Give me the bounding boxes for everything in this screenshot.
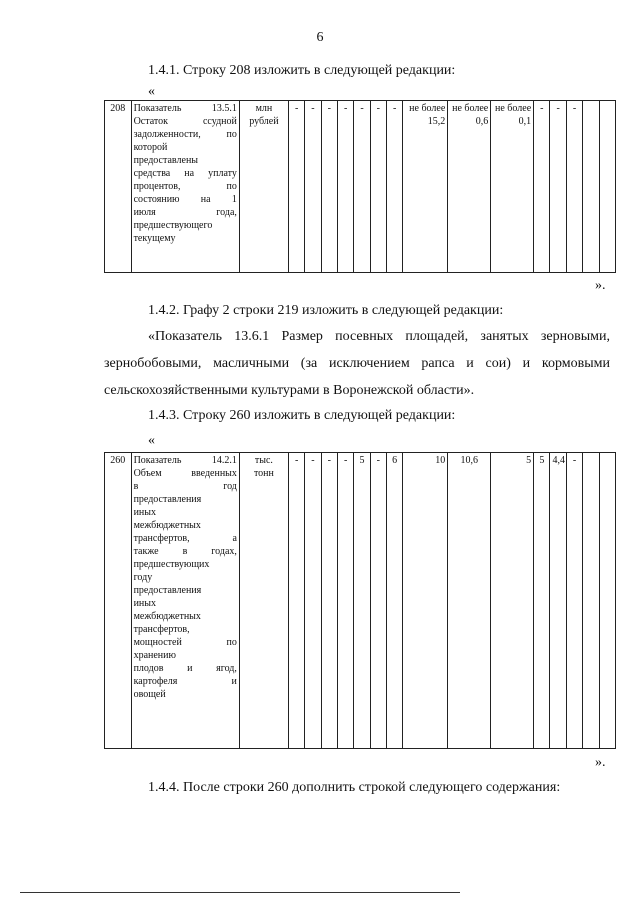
value-cell: 5 — [534, 453, 550, 749]
value-cell: - — [288, 453, 304, 749]
name-line: Остаток ссудной — [133, 116, 237, 127]
indicator-name-cell — [131, 101, 239, 273]
name-line: овощей — [133, 689, 166, 700]
value-cell: не более 0,1 — [491, 101, 534, 273]
value-cell — [583, 453, 599, 749]
value-cell: - — [337, 101, 353, 273]
value-cell — [599, 101, 615, 273]
name-line: Показатель 13.5.1 — [133, 103, 237, 114]
unit-line: тыс. — [254, 455, 273, 466]
name-line: иных — [133, 507, 156, 518]
name-line: июля года, — [133, 207, 237, 218]
paragraph-line: «Показатель 13.6.1 Размер посевных площадей, занятых зерновыми, — [148, 329, 610, 344]
value-cell: 10 — [403, 453, 448, 749]
table-row-260 — [104, 452, 616, 749]
value-cell: - — [321, 453, 337, 749]
heading-1-4-2: 1.4.2. Графу 2 строки 219 изложить в следующей редакции: — [148, 303, 504, 318]
value-cell: - — [534, 101, 550, 273]
value-cell — [583, 101, 599, 273]
unit-line: млн — [255, 103, 273, 114]
name-line: которой — [133, 142, 168, 153]
name-line: также в годах, — [133, 546, 237, 557]
open-quote-1: « — [148, 84, 155, 99]
name-line: предоставления — [133, 585, 202, 596]
value-cell: - — [566, 101, 582, 273]
name-line: предоставлены — [133, 155, 199, 166]
indicator-name-cell — [131, 453, 239, 749]
heading-1-4-3: 1.4.3. Строку 260 изложить в следующей редакции: — [148, 408, 456, 423]
paragraph-line: зернобобовыми, масличными (за исключением рапса и сои) и кормовыми — [104, 356, 610, 371]
value-cell: не более 15,2 — [403, 101, 448, 273]
heading-1-4-1: 1.4.1. Строку 208 изложить в следующей редакции: — [148, 63, 456, 78]
name-line: предшествующих — [133, 559, 210, 570]
value-cell — [599, 453, 615, 749]
heading-1-4-4: 1.4.4. После строки 260 дополнить строкой следующего содержания: — [148, 780, 561, 795]
name-line: средства на уплату — [133, 168, 237, 179]
name-line: состоянию на 1 — [133, 194, 237, 205]
value-cell: - — [550, 101, 566, 273]
name-line: году — [133, 572, 153, 583]
name-line: трансфертов, а — [133, 533, 237, 544]
row-number-cell: 260 — [105, 453, 132, 749]
value-cell: 5 — [354, 453, 370, 749]
value-cell: - — [288, 101, 304, 273]
name-line: задолженности, по — [133, 129, 237, 140]
footer-rule — [20, 892, 460, 893]
name-line: предоставления — [133, 494, 202, 505]
unit-cell — [239, 101, 288, 273]
value-cell: - — [305, 453, 321, 749]
value-cell: 4,4 — [550, 453, 566, 749]
unit-cell — [239, 453, 288, 749]
value-cell: не более 0,6 — [448, 101, 491, 273]
value-cell: - — [566, 453, 582, 749]
name-line: хранению — [133, 650, 176, 661]
value-cell: - — [354, 101, 370, 273]
value-cell: - — [337, 453, 353, 749]
close-quote-2: ». — [595, 755, 606, 770]
name-line: межбюджетных — [133, 611, 201, 622]
name-line: иных — [133, 598, 156, 609]
value-cell: 6 — [387, 453, 403, 749]
name-line: Объем введенных — [133, 468, 237, 479]
name-line: межбюджетных — [133, 520, 201, 531]
name-line: мощностей по — [133, 637, 237, 648]
unit-line: рублей — [249, 116, 279, 127]
value-cell: 5 — [491, 453, 534, 749]
value-cell: - — [370, 101, 386, 273]
close-quote-1: ». — [595, 278, 606, 293]
name-line: трансфертов, — [133, 624, 190, 635]
row-number-cell: 208 — [105, 101, 132, 273]
name-line: предшествующего — [133, 220, 213, 231]
paragraph-line: сельскохозяйственными культурами в Воронежской области». — [104, 383, 475, 398]
name-line: плодов и ягод, — [133, 663, 237, 674]
value-cell: 10,6 — [448, 453, 491, 749]
unit-line: тонн — [253, 468, 274, 479]
name-line: картофеля и — [133, 676, 237, 687]
name-line: процентов, по — [133, 181, 237, 192]
open-quote-2: « — [148, 433, 155, 448]
table-row-208 — [104, 100, 616, 273]
name-line: текущему — [133, 233, 176, 244]
value-cell: - — [387, 101, 403, 273]
value-cell: - — [321, 101, 337, 273]
value-cell: - — [370, 453, 386, 749]
name-line: в год — [133, 481, 237, 492]
name-line: Показатель 14.2.1 — [133, 455, 237, 466]
value-cell: - — [305, 101, 321, 273]
page-number: 6 — [316, 30, 324, 45]
